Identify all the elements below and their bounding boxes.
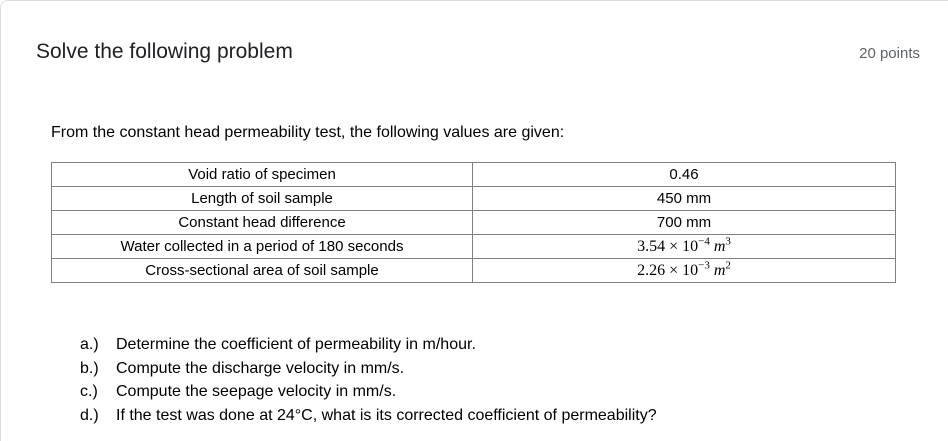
given-values-table [51, 162, 896, 283]
part-text: Compute the discharge velocity in mm/s. [116, 359, 405, 377]
row-value: 450 mm [473, 187, 896, 211]
list-item [80, 380, 657, 404]
row-label: Cross-sectional area of soil sample [52, 259, 473, 283]
question-parts-list [80, 333, 657, 427]
part-label: d.) [80, 406, 99, 424]
row-value [473, 235, 896, 259]
row-label: Water collected in a period of 180 seconds [52, 235, 473, 259]
row-value [473, 259, 896, 283]
row-label: Length of soil sample [52, 187, 473, 211]
part-text: Determine the coefficient of permeability in m/hour. [116, 336, 476, 353]
row-value: 0.46 [473, 163, 896, 187]
list-item [80, 404, 657, 428]
row-label: Constant head difference [52, 211, 473, 235]
part-label: c.) [80, 383, 98, 400]
list-item [80, 357, 657, 381]
part-label: a.) [80, 336, 99, 353]
part-text: Compute the seepage velocity in mm/s. [116, 383, 397, 400]
row-value: 700 mm [473, 211, 896, 235]
part-text: If the test was done at 24°C, what is its corrected coefficient of permeability? [116, 406, 657, 424]
list-item [80, 333, 657, 357]
table-row [52, 211, 896, 235]
problem-intro: From the constant head permeability test, the following values are given: [51, 124, 565, 141]
question-title: Solve the following problem [36, 40, 293, 63]
water-volume-value: $3.54 \times 10^{-4}$ $m^3$ [637, 235, 731, 255]
table-row [52, 259, 896, 283]
table-row [52, 235, 896, 259]
area-value: $2.26 \times 10^{-3}$ $m^2$ [637, 259, 731, 279]
table-row [52, 187, 896, 211]
row-label: Void ratio of specimen [52, 163, 473, 187]
part-label: b.) [80, 359, 99, 377]
table-row [52, 163, 896, 187]
points-label: 20 points [859, 45, 920, 62]
